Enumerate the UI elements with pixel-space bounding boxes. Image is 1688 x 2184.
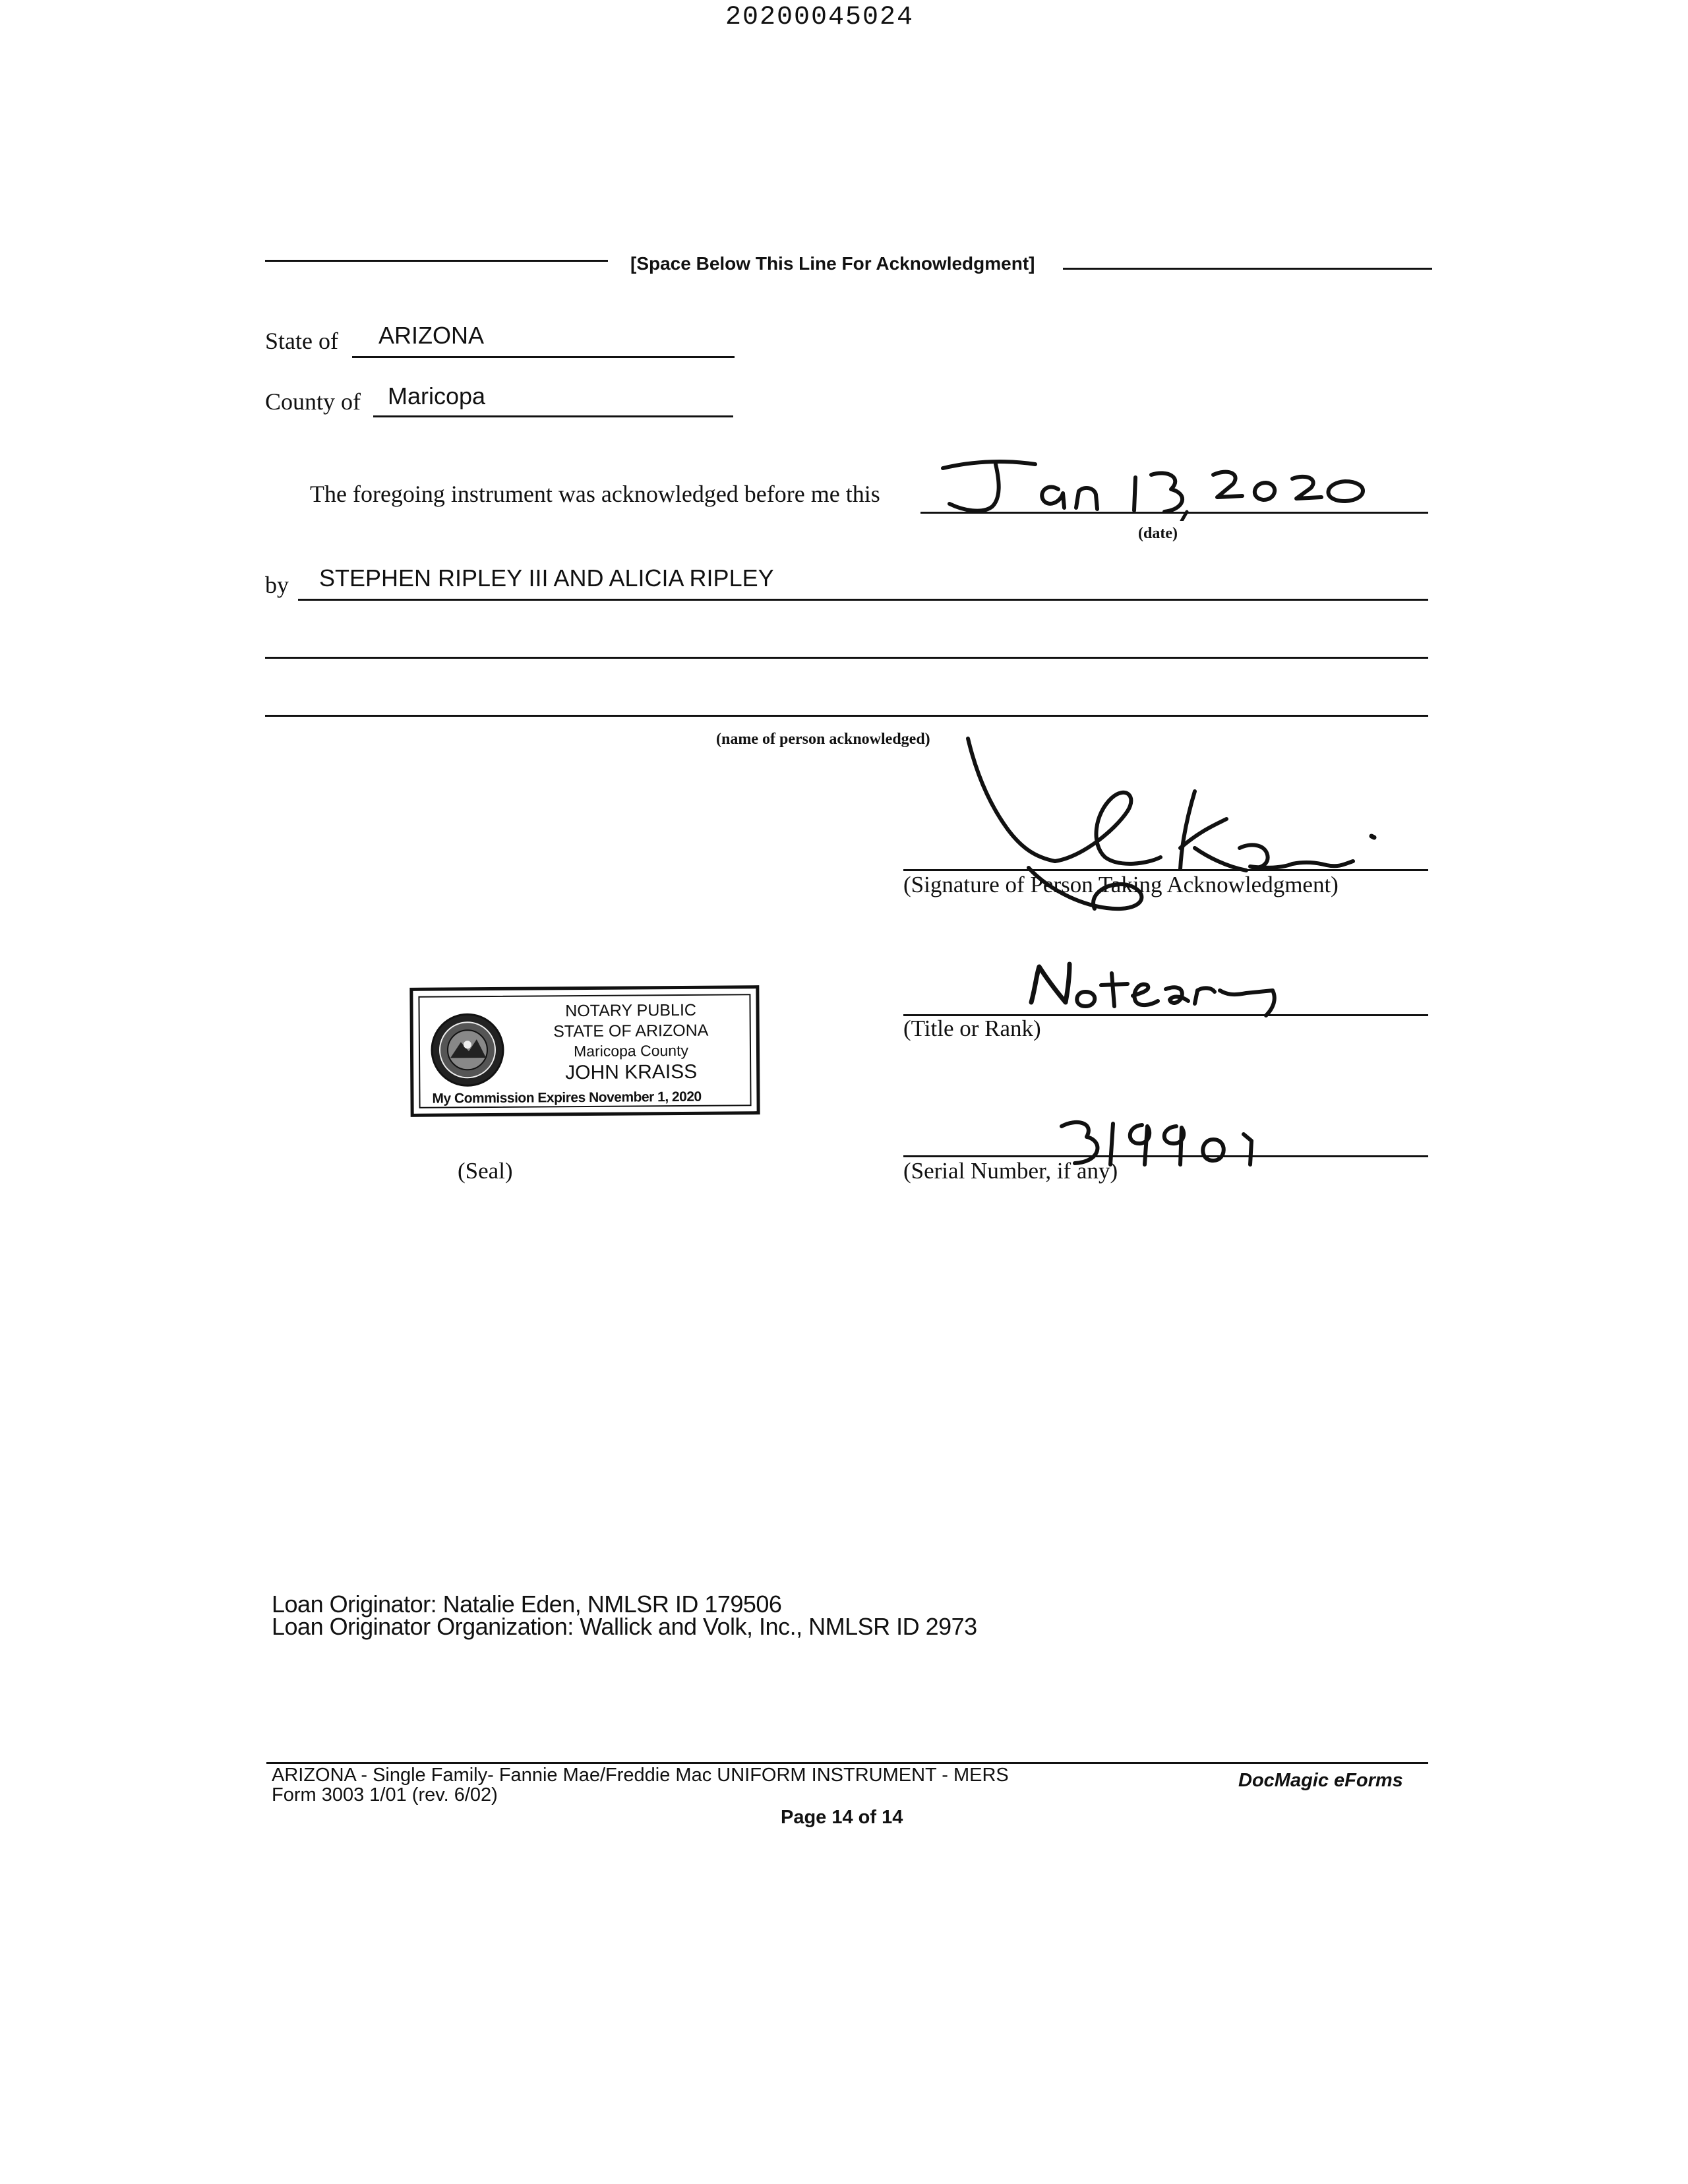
- persons-underline-1: [298, 599, 1428, 601]
- serial-underline: [903, 1155, 1428, 1157]
- persons-value: STEPHEN RIPLEY III AND ALICIA RIPLEY: [319, 564, 774, 592]
- persons-underline-2: [265, 657, 1428, 659]
- state-value: ARIZONA: [378, 322, 485, 349]
- title-handwriting: [1022, 955, 1299, 1034]
- notary-stamp: [409, 985, 760, 1117]
- stamp-line-4: JOHN KRAISS: [565, 1060, 698, 1084]
- footer-rule: [266, 1762, 1428, 1764]
- stamp-line-3: Maricopa County: [573, 1041, 689, 1060]
- date-handwriting: [923, 455, 1385, 521]
- serial-caption: (Serial Number, if any): [903, 1158, 1118, 1184]
- foregoing-text: The foregoing instrument was acknowledged before me this: [310, 481, 880, 507]
- loan-originator: Loan Originator: Natalie Eden, NMLSR ID 179506: [272, 1591, 782, 1618]
- arizona-state-seal: [428, 1010, 508, 1090]
- seal-caption: (Seal): [458, 1158, 513, 1184]
- recording-number: 20200045024: [725, 3, 915, 32]
- county-label: County of: [265, 388, 361, 415]
- stamp-line-2: STATE OF ARIZONA: [553, 1021, 709, 1041]
- footer-form-line-2: Form 3003 1/01 (rev. 6/02): [272, 1784, 498, 1805]
- county-value: Maricopa: [388, 382, 486, 410]
- title-caption: (Title or Rank): [903, 1016, 1041, 1041]
- footer-brand: DocMagic eForms: [1238, 1770, 1403, 1791]
- persons-underline-3: [265, 715, 1428, 717]
- date-caption: (date): [1138, 525, 1178, 542]
- signature-caption: (Signature of Person Taking Acknowledgment): [903, 872, 1339, 897]
- separator-rule-left: [265, 260, 608, 262]
- state-underline: [352, 356, 735, 358]
- signature-underline: [903, 869, 1428, 871]
- stamp-line-5: My Commission Expires November 1, 2020: [432, 1089, 702, 1107]
- county-underline: [373, 415, 733, 417]
- persons-caption: (name of person acknowledged): [716, 731, 930, 748]
- footer-form-line-1: ARIZONA - Single Family- Fannie Mae/Freddie Mac UNIFORM INSTRUMENT - MERS: [272, 1765, 1009, 1786]
- footer-page-number: Page 14 of 14: [781, 1807, 903, 1828]
- loan-originator-organization: Loan Originator Organization: Wallick and Volk, Inc., NMLSR ID 2973: [272, 1613, 977, 1640]
- separator-rule-right: [1063, 268, 1432, 270]
- separator-label: [Space Below This Line For Acknowledgment]: [630, 253, 1035, 274]
- by-label: by: [265, 572, 289, 598]
- stamp-line-1: NOTARY PUBLIC: [565, 1000, 696, 1021]
- state-label: State of: [265, 328, 338, 354]
